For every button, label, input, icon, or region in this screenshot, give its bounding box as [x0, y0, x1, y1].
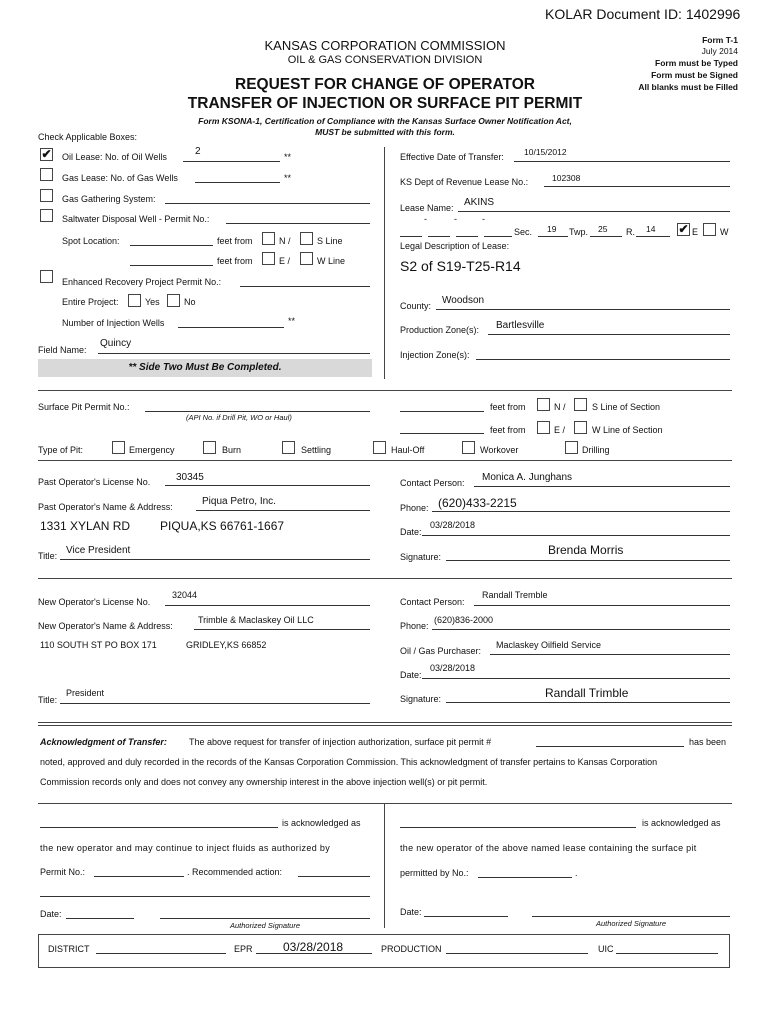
- oil-wells-count[interactable]: 2: [195, 146, 201, 157]
- spot-w-checkbox[interactable]: [300, 252, 313, 265]
- form-title-line1: REQUEST FOR CHANGE OF OPERATOR: [235, 76, 535, 93]
- new-phone-value[interactable]: (620)836-2000: [434, 615, 494, 625]
- past-name-value[interactable]: Piqua Petro, Inc.: [202, 496, 276, 507]
- form-title-line2: TRANSFER OF INJECTION OR SURFACE PIT PERMIT: [187, 95, 583, 112]
- check-boxes-label: Check Applicable Boxes:: [38, 132, 138, 142]
- section-divider-4a: [38, 722, 732, 723]
- ack-left-signature-line[interactable]: [160, 918, 370, 919]
- ack-has-been: has been: [689, 737, 727, 747]
- pit-workover-checkbox[interactable]: [462, 441, 475, 454]
- ack-pit-permit-line[interactable]: [536, 746, 684, 747]
- pit-ew-feet-line[interactable]: [400, 433, 484, 434]
- ack-text-3: Commission records only and does not convey any ownership interest in the above injection well(s) or pit permit.: [40, 777, 488, 787]
- routing-epr-date[interactable]: 03/28/2018: [283, 940, 344, 954]
- swd-label: Saltwater Disposal Well - Permit No.:: [62, 214, 210, 224]
- routing-district-line[interactable]: [96, 953, 226, 954]
- section-divider-5: [38, 803, 732, 804]
- new-address-city[interactable]: GRIDLEY,KS 66852: [186, 640, 267, 650]
- ack-left-date-label: Date:: [40, 909, 62, 919]
- ack-right-permitted-line[interactable]: [478, 877, 572, 878]
- eor-permit-line[interactable]: [240, 286, 370, 287]
- new-title-line: [60, 703, 370, 704]
- ack-center-divider: [384, 803, 385, 928]
- pit-type-label: Type of Pit:: [38, 445, 84, 455]
- form-subtitle-line2: MUST be submitted with this form.: [315, 127, 455, 137]
- pit-hauloff-checkbox[interactable]: [373, 441, 386, 454]
- effective-date-line: [514, 161, 730, 162]
- gas-gathering-label: Gas Gathering System:: [62, 194, 156, 204]
- past-date-label: Date:: [400, 527, 422, 537]
- spot-feet-from-2: feet from: [217, 256, 253, 266]
- ack-right-date-line[interactable]: [424, 916, 508, 917]
- oil-wells-stars: **: [284, 152, 292, 162]
- legal-desc-value[interactable]: S2 of S19-T25-R14: [400, 258, 521, 274]
- sec-label: Sec.: [514, 227, 533, 237]
- county-line: [436, 309, 730, 310]
- injection-zone-label: Injection Zone(s):: [400, 350, 470, 360]
- past-signature-value[interactable]: Brenda Morris: [548, 543, 624, 557]
- new-license-label: New Operator's License No.: [38, 597, 151, 607]
- injection-zone-line[interactable]: [476, 359, 730, 360]
- past-address-city[interactable]: PIQUA,KS 66761-1667: [160, 519, 285, 533]
- ack-right-permitted-by: permitted by No.:: [400, 868, 469, 878]
- new-phone-label: Phone:: [400, 621, 429, 631]
- new-signature-line: [446, 702, 730, 703]
- range-e-checkbox[interactable]: ✔: [678, 222, 689, 236]
- spot-e-checkbox[interactable]: [262, 252, 275, 265]
- past-date-line: [422, 535, 730, 536]
- pit-burn-checkbox[interactable]: [203, 441, 216, 454]
- range-line: [636, 236, 670, 237]
- pit-ns-feet-line[interactable]: [400, 411, 484, 412]
- qtr-dash-3: -: [482, 214, 485, 224]
- effective-date-label: Effective Date of Transfer:: [400, 152, 504, 162]
- pit-drilling-checkbox[interactable]: [565, 441, 578, 454]
- new-name-label: New Operator's Name & Address:: [38, 621, 173, 631]
- gas-lease-label: Gas Lease: No. of Gas Wells: [62, 173, 178, 183]
- pit-s-line-label: S Line of Section: [592, 402, 661, 412]
- ack-right-auth-sig: Authorized Signature: [595, 919, 667, 928]
- form-blanks-note: All blanks must be Filled: [638, 82, 738, 92]
- range-w-checkbox[interactable]: [703, 223, 716, 236]
- ack-right-period: .: [575, 868, 578, 878]
- ksdr-value[interactable]: 102308: [552, 173, 581, 183]
- pit-emergency-checkbox[interactable]: [112, 441, 125, 454]
- pit-drilling-label: Drilling: [582, 445, 610, 455]
- injection-wells-stars: **: [288, 316, 296, 326]
- pit-burn-label: Burn: [222, 445, 242, 455]
- spot-w-line-label: W Line: [317, 256, 346, 266]
- effective-date-value[interactable]: 10/15/2012: [524, 147, 567, 157]
- qtr-dash-1: -: [424, 214, 427, 224]
- pit-api-note: (API No. if Drill Pit, WO or Haul): [186, 413, 292, 422]
- center-divider: [384, 147, 385, 379]
- gas-lease-checkbox[interactable]: [40, 168, 53, 181]
- ack-left-date-line[interactable]: [66, 918, 134, 919]
- entire-no-label: No: [184, 297, 196, 307]
- new-contact-label: Contact Person:: [400, 597, 465, 607]
- oil-wells-line: [183, 161, 280, 162]
- new-name-value[interactable]: Trimble & Maclaskey Oil LLC: [198, 615, 314, 625]
- past-phone-line: [432, 511, 730, 512]
- entire-project-label: Entire Project:: [62, 297, 119, 307]
- past-title-value[interactable]: Vice President: [66, 545, 131, 556]
- pit-emergency-label: Emergency: [129, 445, 175, 455]
- qtr-line-4[interactable]: [484, 236, 512, 237]
- new-date-value[interactable]: 03/28/2018: [430, 663, 476, 673]
- sec-line: [538, 236, 568, 237]
- agency-name: KANSAS CORPORATION COMMISSION: [264, 38, 506, 53]
- side-two-note: ** Side Two Must Be Completed.: [128, 362, 282, 373]
- past-signature-label: Signature:: [400, 552, 442, 562]
- new-address-street[interactable]: 110 SOUTH ST PO BOX 171: [40, 640, 157, 650]
- past-license-value[interactable]: 30345: [176, 472, 204, 483]
- ack-heading: Acknowledgment of Transfer:: [40, 737, 167, 747]
- injection-wells-label: Number of Injection Wells: [62, 318, 165, 328]
- ack-left-permit-line[interactable]: [94, 876, 184, 877]
- past-address-street[interactable]: 1331 XYLAN RD: [40, 519, 131, 533]
- county-label: County:: [400, 301, 432, 311]
- past-license-line: [165, 485, 370, 486]
- eor-label: Enhanced Recovery Project Permit No.:: [62, 277, 222, 287]
- new-phone-line: [432, 629, 730, 630]
- past-contact-value[interactable]: Monica A. Junghans: [482, 472, 573, 483]
- section-divider-4b: [38, 725, 732, 726]
- routing-district: DISTRICT: [48, 944, 90, 954]
- spot-feet-from-1: feet from: [217, 236, 253, 246]
- spot-ns-feet-line[interactable]: [130, 245, 213, 246]
- field-name-value[interactable]: Quincy: [100, 338, 132, 349]
- new-license-value[interactable]: 32044: [172, 590, 198, 600]
- range-e-label: E: [692, 227, 699, 237]
- qtr-line-3[interactable]: [456, 236, 478, 237]
- ack-right-is-ack: is acknowledged as: [642, 818, 721, 828]
- spot-s-checkbox[interactable]: [300, 232, 313, 245]
- new-title-value[interactable]: President: [66, 688, 105, 698]
- gas-gathering-line[interactable]: [165, 203, 370, 204]
- eor-checkbox[interactable]: [40, 270, 53, 283]
- qtr-line-1[interactable]: [400, 236, 422, 237]
- production-zone-label: Production Zone(s):: [400, 325, 480, 335]
- pit-e-checkbox[interactable]: [537, 421, 550, 434]
- ack-left-is-ack: is acknowledged as: [282, 818, 361, 828]
- new-date-line: [422, 678, 730, 679]
- ack-right-line: the new operator of the above named lease containing the surface pit: [400, 843, 697, 853]
- section-divider-3: [38, 578, 732, 579]
- new-purchaser-line: [490, 654, 730, 655]
- pit-n-checkbox[interactable]: [537, 398, 550, 411]
- past-title-label: Title:: [38, 551, 58, 561]
- new-title-label: Title:: [38, 695, 58, 705]
- new-purchaser-value[interactable]: Maclaskey Oilfield Service: [496, 640, 602, 650]
- new-signature-value[interactable]: Randall Trimble: [545, 686, 629, 700]
- section-divider-2: [38, 460, 732, 461]
- swd-permit-line[interactable]: [226, 223, 370, 224]
- swd-checkbox[interactable]: [40, 209, 53, 222]
- ack-left-recommended: . Recommended action:: [187, 867, 283, 877]
- qtr-dash-2: -: [454, 214, 457, 224]
- agency-division: OIL & GAS CONSERVATION DIVISION: [287, 54, 483, 66]
- form-date: July 2014: [701, 46, 738, 56]
- pit-feet-from-1: feet from: [490, 402, 526, 412]
- twp-value[interactable]: 25: [598, 224, 608, 234]
- gas-wells-stars: **: [284, 173, 292, 183]
- past-signature-line: [446, 560, 730, 561]
- oil-lease-checkbox[interactable]: ✔: [41, 147, 52, 161]
- ack-left-line: the new operator and may continue to inject fluids as authorized by: [40, 843, 331, 853]
- lease-name-label: Lease Name:: [400, 203, 454, 213]
- new-signature-label: Signature:: [400, 694, 442, 704]
- ack-text-1: The above request for transfer of injection authorization, surface pit permit #: [189, 737, 492, 747]
- ack-left-auth-sig: Authorized Signature: [229, 921, 301, 930]
- spot-n-checkbox[interactable]: [262, 232, 275, 245]
- document-id: KOLAR Document ID: 1402996: [545, 6, 741, 22]
- pit-w-line-label: W Line of Section: [592, 425, 663, 435]
- past-title-line: [60, 559, 370, 560]
- form-subtitle-line1: Form KSONA-1, Certification of Compliance with the Kansas Surface Owner Notification Act,: [198, 116, 572, 126]
- past-contact-label: Contact Person:: [400, 478, 465, 488]
- range-value[interactable]: 14: [646, 224, 656, 234]
- routing-uic-line[interactable]: [616, 953, 718, 954]
- pit-settling-label: Settling: [301, 445, 332, 455]
- pit-workover-label: Workover: [480, 445, 519, 455]
- past-contact-line: [474, 486, 730, 487]
- entire-no-checkbox[interactable]: [167, 294, 180, 307]
- twp-line: [590, 236, 622, 237]
- lease-name-line: [458, 211, 730, 212]
- lease-name-value[interactable]: AKINS: [464, 197, 495, 208]
- past-phone-label: Phone:: [400, 503, 429, 513]
- sec-value[interactable]: 19: [547, 224, 557, 234]
- ack-left-recommended-line[interactable]: [298, 876, 370, 877]
- gas-wells-line[interactable]: [195, 182, 280, 183]
- routing-epr: EPR: [234, 944, 253, 954]
- pit-permit-line[interactable]: [145, 411, 370, 412]
- spot-s-line-label: S Line: [317, 236, 343, 246]
- form-typed-note: Form must be Typed: [655, 58, 738, 68]
- gas-gathering-checkbox[interactable]: [40, 189, 53, 202]
- pit-settling-checkbox[interactable]: [282, 441, 295, 454]
- new-purchaser-label: Oil / Gas Purchaser:: [400, 646, 482, 656]
- production-zone-line: [488, 334, 730, 335]
- pit-w-checkbox[interactable]: [574, 421, 587, 434]
- entire-yes-checkbox[interactable]: [128, 294, 141, 307]
- new-name-line: [194, 629, 370, 630]
- pit-hauloff-label: Haul-Off: [391, 445, 425, 455]
- past-name-label: Past Operator's Name & Address:: [38, 502, 173, 512]
- new-contact-value[interactable]: Randall Tremble: [482, 590, 548, 600]
- form-number: Form T-1: [702, 35, 738, 45]
- ack-right-name-line[interactable]: [400, 827, 636, 828]
- new-license-line: [165, 605, 370, 606]
- new-date-label: Date:: [400, 670, 422, 680]
- spot-location-label: Spot Location:: [62, 236, 120, 246]
- ksdr-line: [544, 186, 730, 187]
- routing-uic: UIC: [598, 944, 614, 954]
- pit-permit-label: Surface Pit Permit No.:: [38, 402, 130, 412]
- ksdr-label: KS Dept of Revenue Lease No.:: [400, 177, 529, 187]
- ack-left-permit-label: Permit No.:: [40, 867, 86, 877]
- pit-e-label: E /: [554, 425, 566, 435]
- entire-yes-label: Yes: [145, 297, 160, 307]
- spot-n-label: N /: [279, 236, 291, 246]
- range-label: R.: [626, 227, 635, 237]
- section-divider-1: [38, 390, 732, 391]
- pit-s-checkbox[interactable]: [574, 398, 587, 411]
- form-signed-note: Form must be Signed: [651, 70, 738, 80]
- past-phone-value[interactable]: (620)433-2215: [438, 496, 517, 510]
- range-w-label: W: [720, 227, 729, 237]
- ack-right-signature-line[interactable]: [532, 916, 730, 917]
- routing-production-line[interactable]: [446, 953, 588, 954]
- routing-production: PRODUCTION: [381, 944, 442, 954]
- legal-desc-label: Legal Description of Lease:: [400, 241, 510, 251]
- ack-left-name-line[interactable]: [40, 827, 278, 828]
- pit-n-label: N /: [554, 402, 566, 412]
- past-license-label: Past Operator's License No.: [38, 477, 151, 487]
- past-name-line: [196, 510, 370, 511]
- qtr-line-2[interactable]: [428, 236, 450, 237]
- county-value[interactable]: Woodson: [442, 295, 485, 306]
- past-date-value[interactable]: 03/28/2018: [430, 520, 476, 530]
- spot-ew-feet-line[interactable]: [130, 265, 213, 266]
- ack-text-2: noted, approved and duly recorded in the records of the Kansas Corporation Commission. This acknowledgment of transfer pertains to Kansas Corporation: [40, 757, 658, 767]
- ack-left-extra-line[interactable]: [40, 896, 370, 897]
- pit-feet-from-2: feet from: [490, 425, 526, 435]
- injection-wells-line[interactable]: [178, 327, 284, 328]
- oil-lease-label: Oil Lease: No. of Oil Wells: [62, 152, 167, 162]
- twp-label: Twp.: [569, 227, 589, 237]
- field-name-label: Field Name:: [38, 345, 87, 355]
- field-name-line: [98, 353, 370, 354]
- ack-right-date-label: Date:: [400, 907, 422, 917]
- spot-e-label: E /: [279, 256, 291, 266]
- production-zone-value[interactable]: Bartlesville: [496, 320, 545, 331]
- new-contact-line: [474, 605, 730, 606]
